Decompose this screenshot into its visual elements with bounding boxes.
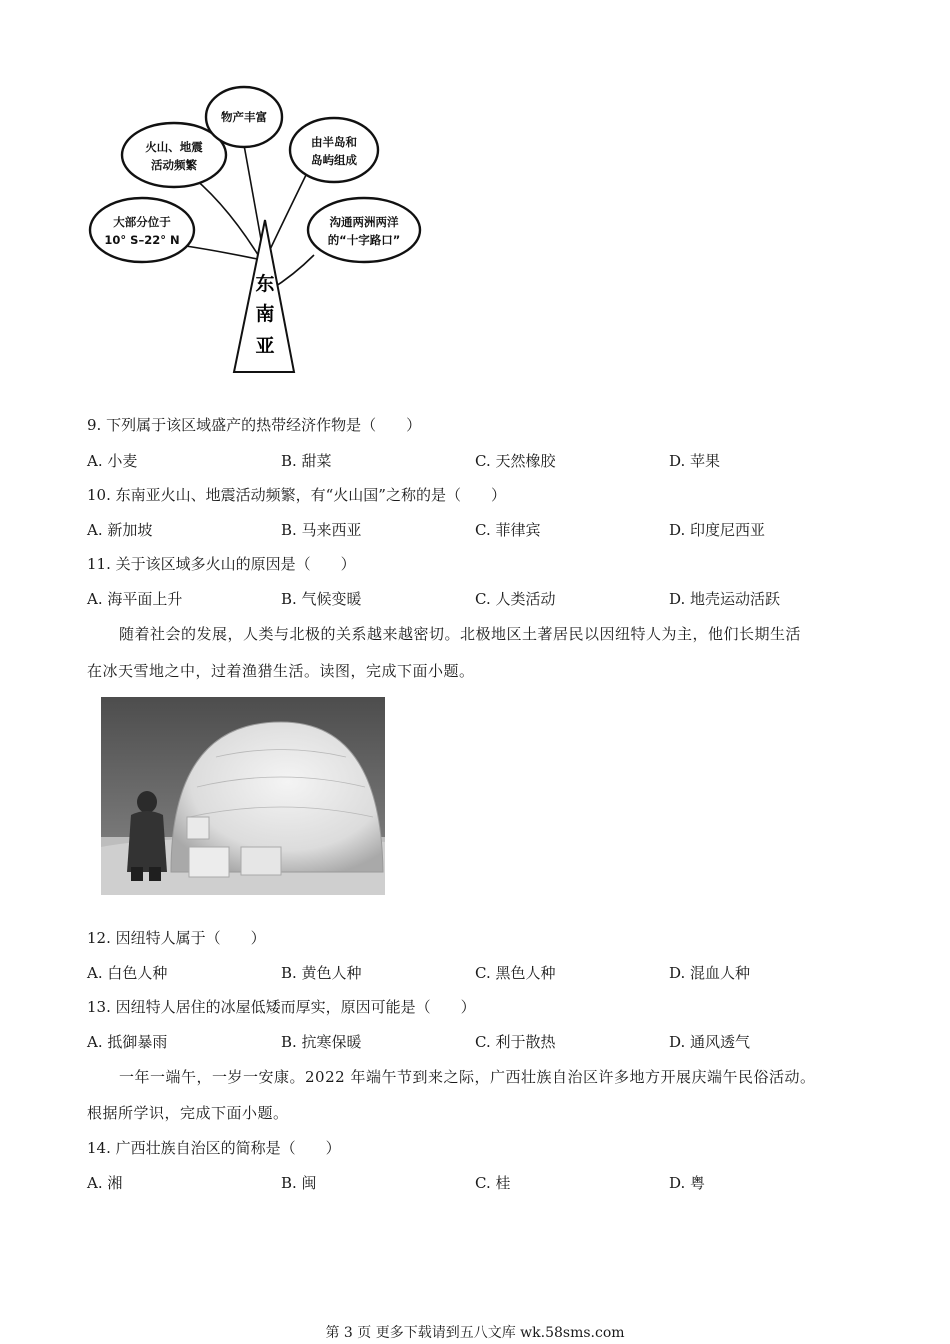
bubble-text: 沟通两洲两洋 [329,215,399,229]
bubble-location [90,198,194,262]
option-a[interactable]: A. 新加坡 [87,521,153,539]
question-11: 11. 关于该区域多火山的原因是（ ） [87,555,356,573]
option-a[interactable]: A. 白色人种 [87,964,168,982]
option-d[interactable]: D. 混血人种 [669,964,751,982]
trunk-label-3: 亚 [255,335,275,357]
bubble-text: 物产丰富 [221,110,267,124]
question-12: 12. 因纽特人属于（ ） [87,929,266,947]
option-d[interactable]: D. 通风透气 [669,1033,751,1051]
passage-arctic-line2: 在冰天雪地之中，过着渔猎生活。读图，完成下面小题。 [87,662,475,680]
option-a[interactable]: A. 小麦 [87,452,138,470]
bubble-text: 活动频繁 [151,158,197,172]
bubble-text: 10° S–22° N [104,233,180,247]
option-b[interactable]: B. 闽 [281,1174,317,1192]
option-c[interactable]: C. 桂 [475,1174,511,1192]
branch-line [179,245,262,260]
question-10: 10. 东南亚火山、地震活动频繁，有“火山国”之称的是（ ） [87,486,506,504]
bubble-text: 由半岛和 [311,135,357,149]
option-b[interactable]: B. 气候变暖 [281,590,362,608]
bubble-crossroads [308,198,420,262]
southeast-asia-diagram [84,80,424,380]
option-b[interactable]: B. 黄色人种 [281,964,362,982]
option-c[interactable]: C. 利于散热 [475,1033,556,1051]
option-d[interactable]: D. 印度尼西亚 [669,521,766,539]
question-13: 13. 因纽特人居住的冰屋低矮而厚实，原因可能是（ ） [87,998,476,1016]
option-c[interactable]: C. 黑色人种 [475,964,556,982]
option-b[interactable]: B. 甜菜 [281,452,332,470]
option-c[interactable]: C. 人类活动 [475,590,556,608]
passage-festival-line2: 根据所学识，完成下面小题。 [87,1104,289,1122]
option-a[interactable]: A. 湘 [87,1174,123,1192]
trunk-label-1: 东 [255,273,275,295]
passage-arctic-line1: 随着社会的发展，人类与北极的关系越来越密切。北极地区土著居民以因纽特人为主，他们长期生活 [119,625,802,643]
bubble-text: 岛屿组成 [311,153,357,167]
question-14: 14. 广西壮族自治区的简称是（ ） [87,1139,341,1157]
page-footer: 第 3 页 更多下载请到五八文库 wk.58sms.com [325,1325,625,1341]
option-a[interactable]: A. 抵御暴雨 [87,1033,168,1051]
igloo-photo [101,697,385,895]
option-b[interactable]: B. 抗寒保暖 [281,1033,362,1051]
option-d[interactable]: D. 粤 [669,1174,706,1192]
bubble-text: 大部分位于 [113,215,171,229]
question-9: 9. 下列属于该区域盛产的热带经济作物是（ ） [87,416,422,434]
option-c[interactable]: C. 菲律宾 [475,521,541,539]
trunk-label-2: 南 [255,303,275,325]
bubble-peninsula [290,118,378,182]
option-b[interactable]: B. 马来西亚 [281,521,362,539]
passage-festival-line1: 一年一端午，一岁一安康。2022 年端午节到来之际，广西壮族自治区许多地方开展庆端午民俗活动。 [119,1068,816,1086]
bubble-text: 火山、地震 [145,140,203,154]
option-d[interactable]: D. 地壳运动活跃 [669,590,781,608]
branch-line [266,175,306,258]
option-a[interactable]: A. 海平面上升 [87,590,183,608]
option-c[interactable]: C. 天然橡胶 [475,452,556,470]
bubble-text: 的“十字路口” [327,233,401,247]
option-d[interactable]: D. 苹果 [669,452,721,470]
